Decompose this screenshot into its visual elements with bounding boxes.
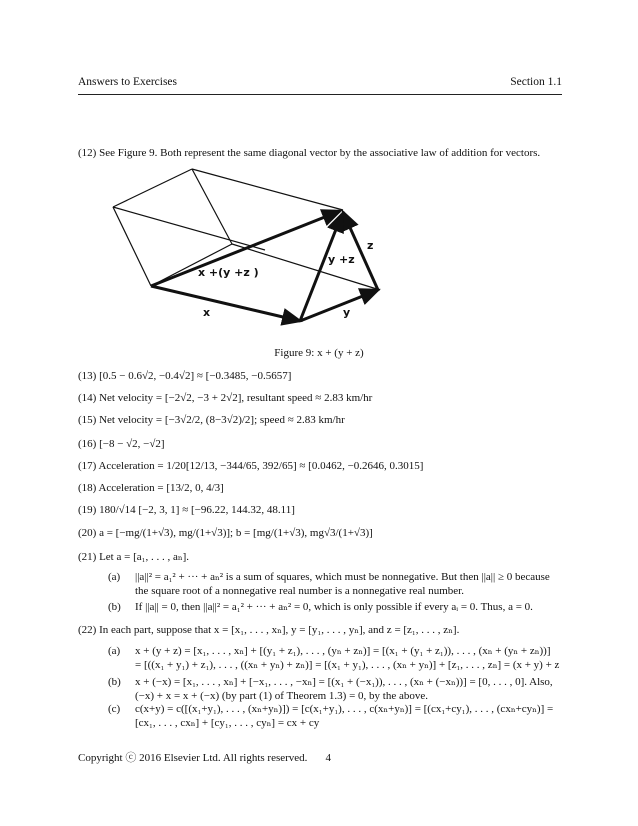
item-22a-line-2: = [((x₁ + y₁) + z₁), . . . , ((xₙ + yₙ) + zₙ)] = [(x₁ + y₁), . . . , (xₙ + yₙ)] + [z₁, . . . , zₙ] = (x + y) + z <box>135 658 560 671</box>
label-x: x <box>203 306 211 319</box>
item-21b-line-1: If ||a|| = 0, then ||a||² = a₁² + ··· + aₙ² = 0, which is only possible if every aᵢ = 0. Thus, a = 0. <box>135 601 533 613</box>
page-number: 4 <box>325 752 331 764</box>
item-19: (19) 180/√14 [−2, 3, 1] ≈ [−96.22, 144.32, 48.11] <box>78 504 295 516</box>
item-21a-line-1: ||a||² = a₁² + ··· + aₙ² is a sum of squares, which must be nonnegative. But then ||a|| ≥ 0 because <box>135 571 550 583</box>
figure-9 <box>98 160 398 330</box>
item-13: (13) [0.5 − 0.6√2, −0.4√2] ≈ [−0.3485, −0.5657] <box>78 370 292 382</box>
item-14: (14) Net velocity = [−2√2, −3 + 2√2], resultant speed ≈ 2.83 km/hr <box>78 392 373 404</box>
header-rule <box>78 94 562 95</box>
item-21a-line-2: the square root of a nonnegative real number is a nonnegative real number. <box>135 584 464 597</box>
item-22b-line-2: (−x) + x = x + (−x) (by part (1) of Theorem 1.3) = 0, by the above. <box>135 689 428 702</box>
label-b: (b) <box>108 601 121 613</box>
item-22c-line-1: c(x+y) = c([(x₁+y₁), . . . , (xₙ+yₙ)]) = [c(x₁+y₁), . . . , c(xₙ+yₙ)] = [(cx₁+cy₁), . . . , (cxₙ+cyₙ)] = <box>135 703 554 715</box>
label-sum: x +(y +z ) <box>198 266 259 279</box>
vector-x <box>151 286 300 321</box>
label-y-plus-z: y +z <box>328 253 355 266</box>
label-y: y <box>343 306 351 319</box>
item-21: (21) Let a = [a₁, . . . , aₙ]. <box>78 551 190 563</box>
item-17: (17) Acceleration = 1/20[12/13, −344/65, 392/65] ≈ [0.0462, −0.2646, 0.3015] <box>78 460 424 472</box>
figure-caption: Figure 9: x + (y + z) <box>274 347 364 359</box>
label-b: (b) <box>108 676 121 688</box>
footer <box>78 749 331 765</box>
header-left: Answers to Exercises <box>78 76 178 88</box>
item-22a-line-1: x + (y + z) = [x₁, . . . , xₙ] + [(y₁ + z₁), . . . , (yₙ + zₙ)] = [(x₁ + (y₁ + z₁)), . . . , (xₙ + (yₙ + zₙ))] <box>135 645 551 657</box>
label-a: (a) <box>108 571 121 583</box>
item-15: (15) Net velocity = [−3√2/2, (8−3√2)/2]; speed ≈ 2.83 km/hr <box>78 414 345 426</box>
header-right: Section 1.1 <box>510 76 562 88</box>
item-18: (18) Acceleration = [13/2, 0, 4/3] <box>78 482 224 494</box>
item-22c-line-2: [cx₁, . . . , cxₙ] + [cy₁, . . . , cyₙ] = cx + cy <box>135 716 320 729</box>
label-a: (a) <box>108 645 121 657</box>
item-12: (12) See Figure 9. Both represent the same diagonal vector by the associative law of addition for vectors. <box>78 147 541 159</box>
copyright-text: Copyright ⓒ 2016 Elsevier Ltd. All rights reserved. <box>78 752 308 764</box>
label-c: (c) <box>108 703 121 715</box>
item-22: (22) In each part, suppose that x = [x₁, . . . , xₙ], y = [y₁, . . . , yₙ], and z = [z₁, . . . , zₙ]. <box>78 624 460 636</box>
label-z: z <box>367 239 374 252</box>
item-22b-line-1: x + (−x) = [x₁, . . . , xₙ] + [−x₁, . . . , −xₙ] = [(x₁ + (−x₁)), . . . , (xₙ + (−xₙ))] = [0, . . . , 0]. Also, <box>135 676 553 688</box>
item-16: (16) [−8 − √2, −√2] <box>78 438 165 450</box>
item-20: (20) a = [−mg/(1+√3), mg/(1+√3)]; b = [mg/(1+√3), mg√3/(1+√3)] <box>78 527 373 539</box>
